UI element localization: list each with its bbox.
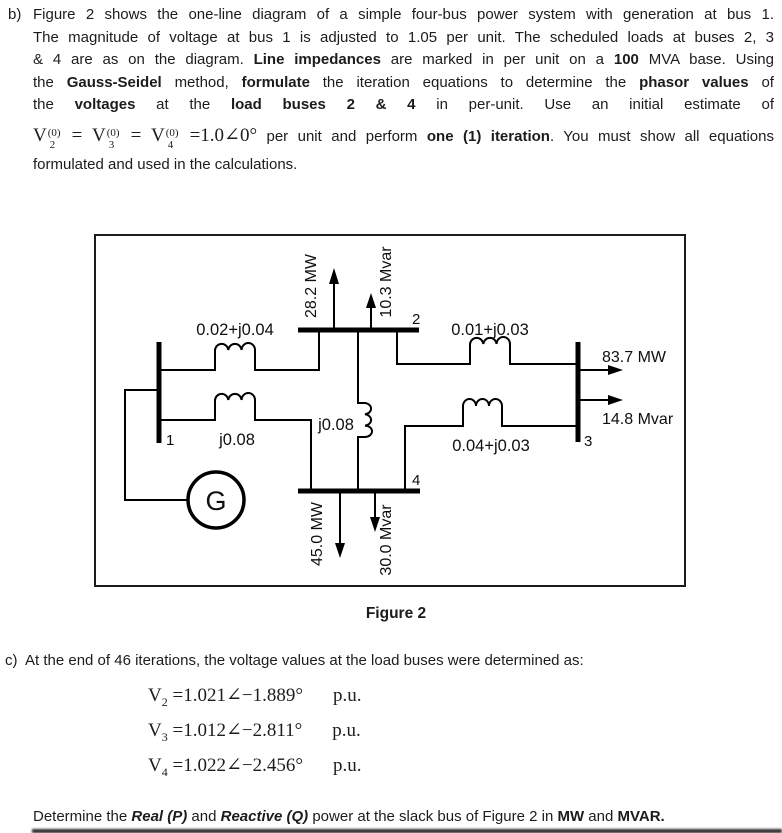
voltage-equation-v4-unit: p.u. [332,755,362,776]
impedance-label-line-2-4: j0.08 [318,416,354,434]
part-b-line-1: Figure 2 shows the one-line diagram of a simple four-bus power system with generation at bus 1. [33,6,774,23]
one-line-diagram-figure [94,234,686,587]
part-b-line-5: the voltages at the load buses 2 & 4 in per-unit. Use an initial estimate of [33,96,774,114]
cutoff-text-band [32,829,782,833]
bus2-mvar-load-label: 10.3 Mvar [378,246,395,318]
bus2-number-label: 2 [412,311,421,328]
part-b-initial-estimate-equation: V (0) 2 = V (0) 3 = V (0) 4 =1.0∠0° per unit and perform one (1) iteration. You must show all equations [33,124,774,151]
figure-caption: Figure 2 [365,605,427,622]
part-b-line-4: the Gauss-Seidel method, formulate the iteration equations to determine the phasor values of [33,73,774,91]
bus3-mvar-arrowhead-icon [608,395,623,405]
part-b-line-3: & 4 are as on the diagram. Line impedances are marked in per unit on a 100 MVA base. Using [33,51,774,69]
voltage-results [148,678,361,783]
voltage-equation-v3-expr: $V_3$ =1.012∠−2.811° [148,720,303,744]
part-b-line-7: formulated and used in the calculations. [33,155,298,173]
bus3-number-label: 3 [584,433,593,450]
voltage-equation-v2-expr: $V_2$ =1.021∠−1.889° [148,685,303,709]
bus2-mvar-arrowhead-icon [366,293,376,308]
bus3-mw-load-label: 83.7 MW [602,349,667,366]
bus1-number-label: 1 [166,432,175,449]
bus4-mw-load-label: 45.0 MW [309,501,326,567]
voltage-equation-v2-unit: p.u. [332,685,362,706]
generator-label: G [205,486,227,516]
voltage-equation-v3-unit: p.u. [332,720,361,741]
impedance-label-line-1-4: j0.08 [219,431,255,449]
bus4-mw-arrowhead-icon [335,543,345,558]
impedance-label-line-2-3: 0.01+j0.03 [451,321,529,339]
problem-part-c [5,650,584,672]
voltage-equation-v4-expr: $V_4$ =1.022∠−2.456° [148,755,303,779]
bus4-number-label: 4 [412,472,421,489]
line-2-4 [358,332,372,489]
determine-power-question: Determine the Real (P) and Reactive (Q) power at the slack bus of Figure 2 in MW and MVAR. [33,808,665,825]
voltage-equation-v4 [148,748,361,783]
bus3-mvar-load-label: 14.8 Mvar [602,411,674,428]
bus4-mvar-load-label: 30.0 Mvar [378,504,395,576]
bus2-mw-load-label: 28.2 MW [303,253,320,319]
bus2-mw-arrowhead-icon [329,268,339,284]
impedance-label-line-3-4: 0.04+j0.03 [452,437,530,455]
problem-part-b [8,4,774,177]
part-b-label: b) [8,6,22,23]
voltage-equation-v2 [148,678,361,713]
part-c-label: c) [5,652,18,669]
part-b-line-2: The magnitude of voltage at bus 1 is adjusted to 1.05 per unit. The scheduled loads at buses 2, 3 [33,28,774,46]
voltage-equation-v3 [148,713,361,748]
part-c-intro: At the end of 46 iterations, the voltage values at the load buses were determined as: [25,652,584,669]
bus3-mw-arrowhead-icon [608,365,623,375]
impedance-label-line-1-2: 0.02+j0.04 [196,321,274,339]
